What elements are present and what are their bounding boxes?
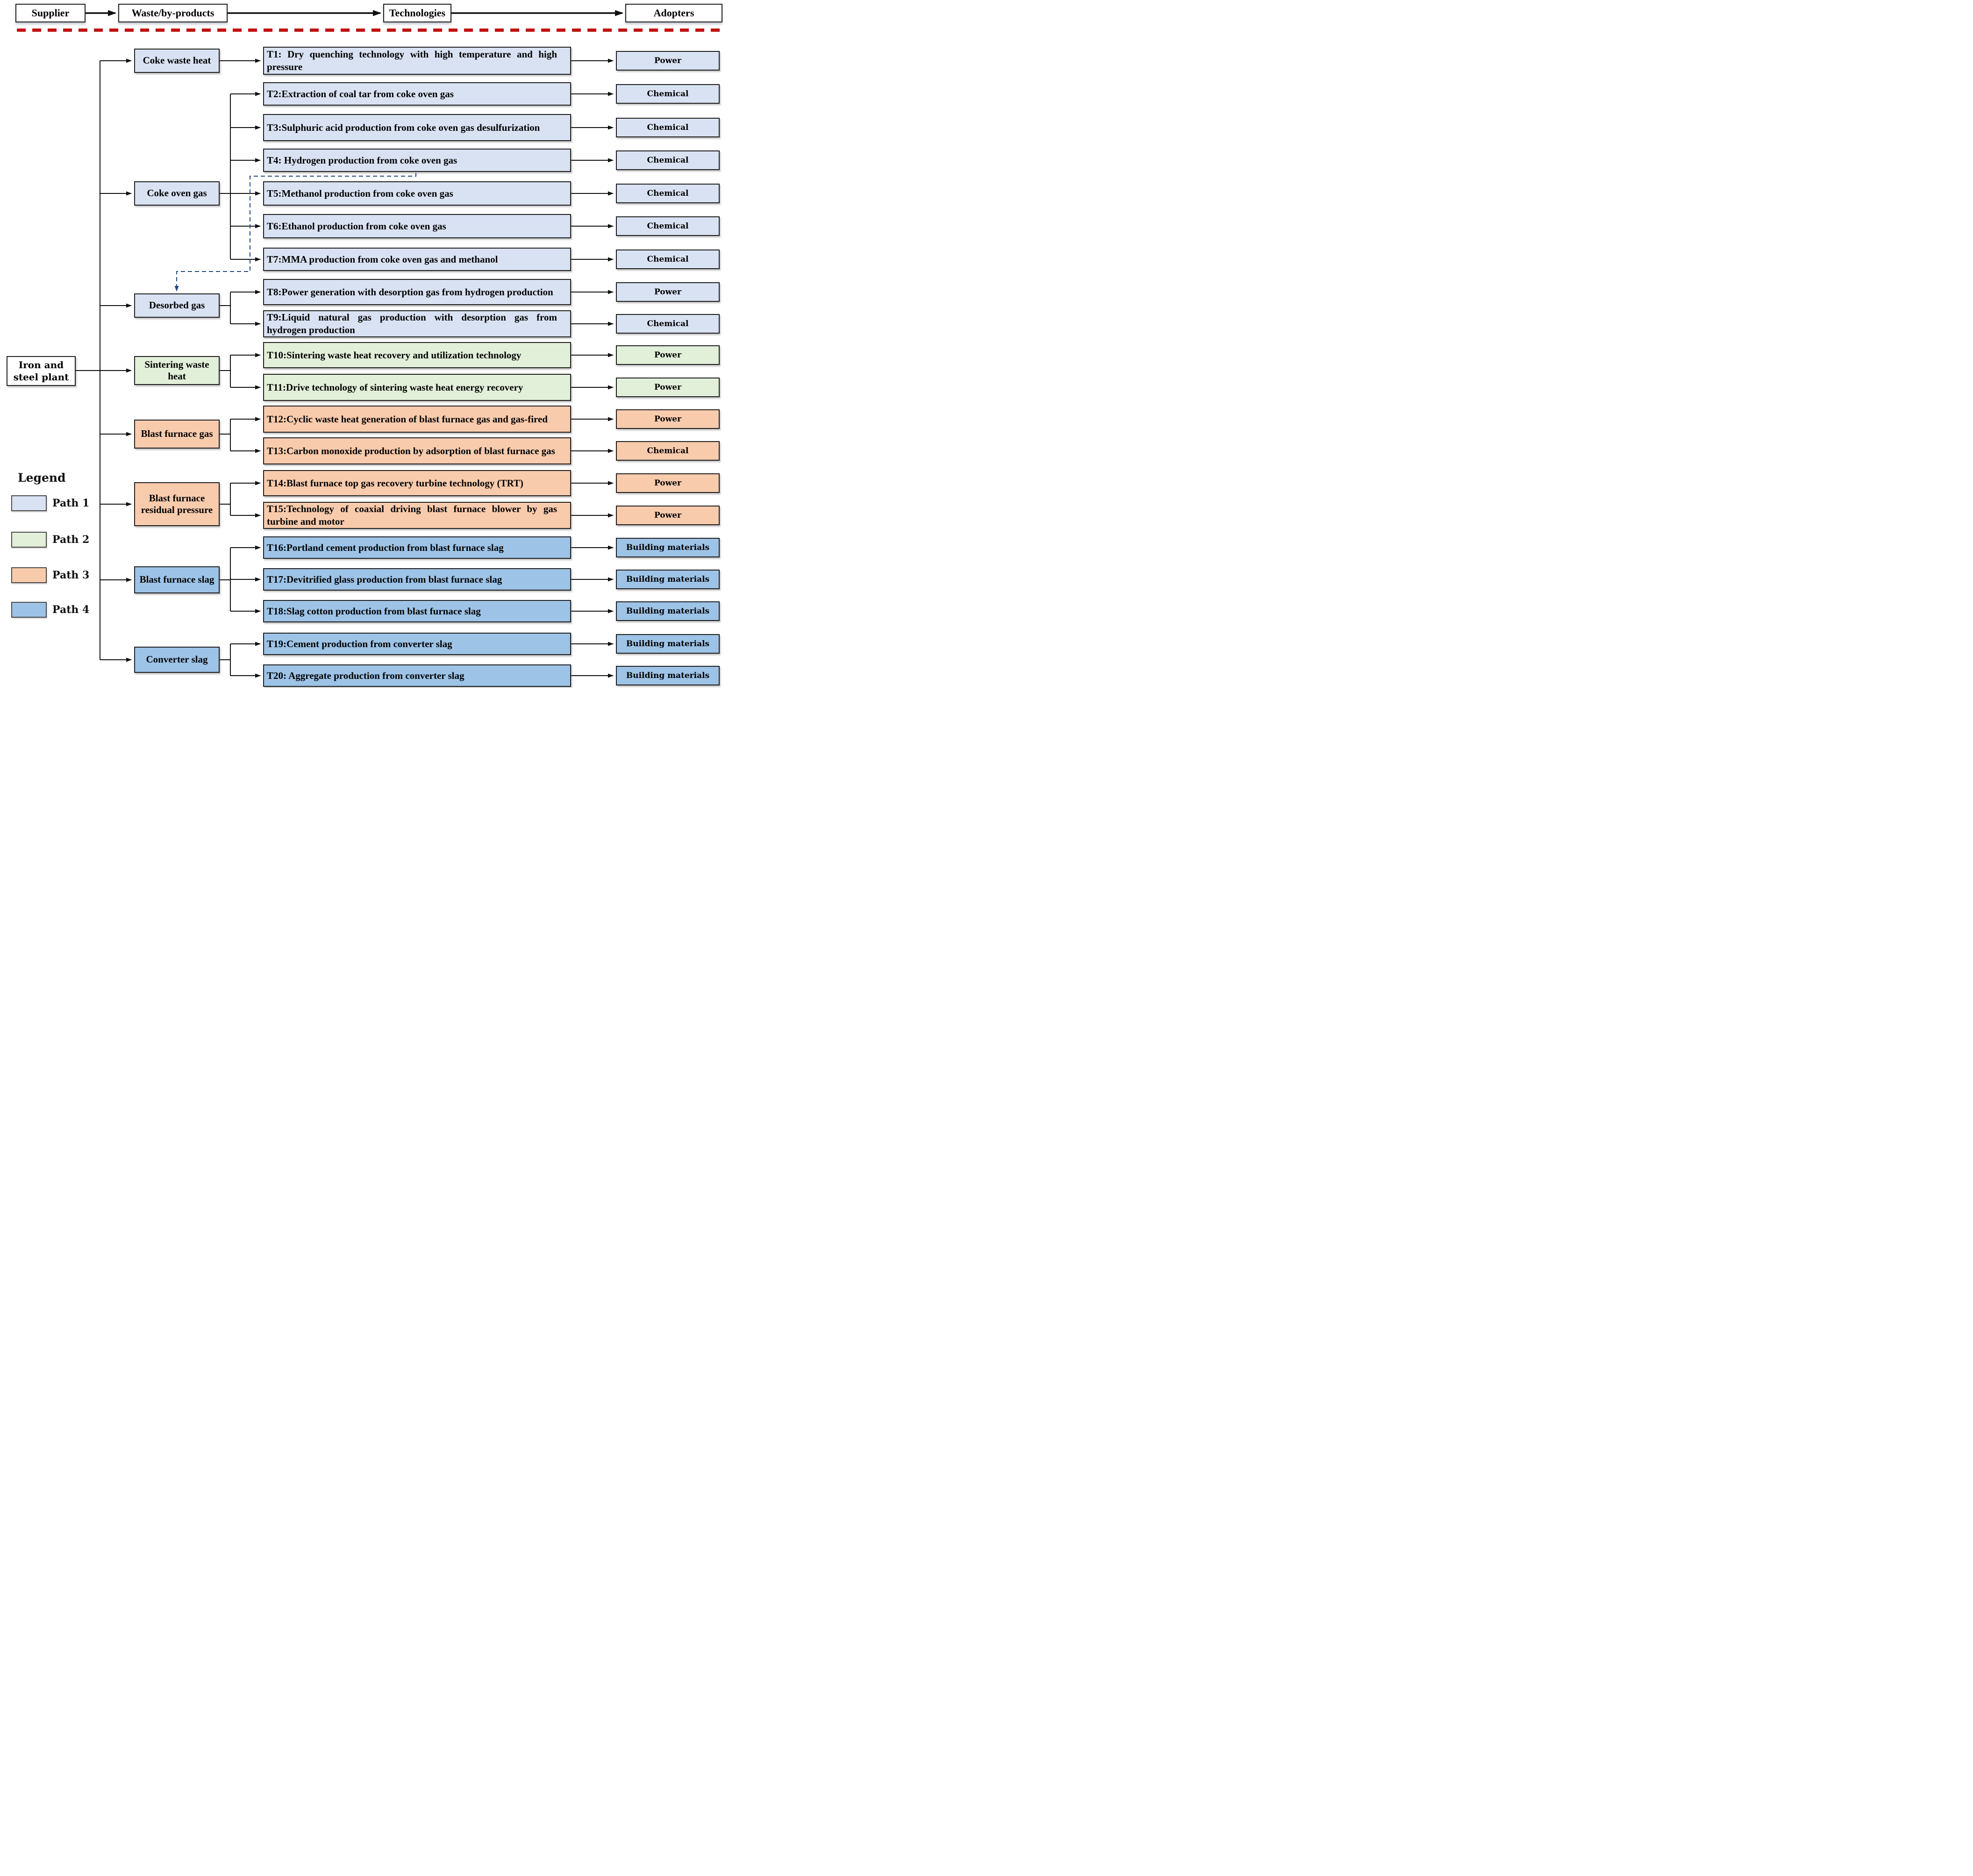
adopter-box-t1 (616, 51, 720, 71)
waste-box-blast-furnace-slag (134, 566, 220, 593)
tech-box-t13 (263, 437, 571, 464)
tech-box-t9 (263, 310, 571, 337)
tech-box-t6 (263, 214, 571, 238)
tech-box-t15 (263, 502, 571, 529)
legend-swatch-path-4 (11, 602, 47, 618)
waste-label: Converter slag (146, 654, 208, 665)
tech-label: T13:Carbon monoxide production by adsorption of blast furnace gas (267, 445, 555, 457)
waste-box-converter-slag (134, 647, 220, 673)
tech-label: T8:Power generation with desorption gas from hydrogen production (267, 286, 553, 298)
tech-label: T10:Sintering waste heat recovery and utilization technology (267, 349, 522, 361)
header-waste-label: Waste/by-products (131, 7, 214, 19)
tech-box-t8 (263, 279, 571, 305)
adopter-label: Chemical (647, 89, 689, 99)
header-supplier-label: Supplier (31, 7, 70, 19)
tech-label: T19:Cement production from converter slag (267, 638, 452, 649)
tech-box-t2 (263, 82, 571, 106)
legend-label-path-2: Path 2 (52, 534, 90, 546)
header-technologies-label: Technologies (389, 7, 446, 19)
adopter-box-t17 (616, 570, 720, 589)
adopter-box-t4 (616, 150, 720, 170)
waste-box-desorbed-gas (134, 293, 220, 318)
header-box-technologies (383, 4, 451, 22)
legend-swatch-path-2 (11, 532, 47, 548)
adopter-label: Power (654, 478, 682, 488)
tech-box-t3 (263, 114, 571, 141)
tech-box-t11 (263, 374, 571, 401)
adopter-box-t7 (616, 250, 720, 269)
tech-label: T2:Extraction of coal tar from coke oven gas (267, 88, 454, 100)
adopter-label: Building materials (626, 671, 710, 680)
adopter-label: Power (654, 350, 682, 360)
adopter-box-t16 (616, 538, 720, 557)
waste-label: Coke oven gas (147, 187, 207, 199)
recycling-paths-diagram (0, 0, 723, 688)
adopter-box-t13 (616, 441, 720, 461)
adopter-box-t19 (616, 634, 720, 654)
adopter-box-t2 (616, 84, 720, 104)
tech-label: T15:Technology of coaxial driving blast furnace blower by gas turbine and motor (267, 503, 557, 527)
adopter-box-t9 (616, 314, 720, 334)
adopter-box-t18 (616, 601, 720, 621)
tech-box-t18 (263, 600, 571, 622)
waste-box-sintering-waste-heat (134, 356, 220, 385)
waste-box-blast-furnace-residual-pressure (134, 482, 220, 526)
tech-label: T5:Methanol production from coke oven gas (267, 187, 453, 199)
adopter-label: Chemical (647, 189, 689, 198)
adopter-label: Building materials (626, 639, 710, 649)
tech-label: T9:Liquid natural gas production with desorption gas from hydrogen production (267, 312, 557, 335)
adopter-label: Power (654, 414, 682, 424)
tech-box-t12 (263, 406, 571, 433)
adopter-box-t20 (616, 666, 720, 685)
adopter-box-t11 (616, 378, 720, 397)
adopter-box-t12 (616, 409, 720, 429)
tech-box-t5 (263, 181, 571, 206)
legend-title: Legend (18, 471, 66, 485)
adopter-box-t5 (616, 184, 720, 203)
waste-box-coke-waste-heat (134, 49, 220, 73)
waste-label: Blast furnace residual pressure (141, 492, 213, 515)
legend-label-path-1: Path 1 (52, 497, 90, 509)
waste-label: Blast furnace slag (139, 574, 214, 585)
adopter-label: Power (654, 383, 682, 392)
source-box-iron-and-steel-plant (7, 356, 76, 386)
adopter-label: Power (654, 287, 682, 297)
header-box-waste-byproducts (118, 4, 228, 22)
legend-swatch-path-3 (11, 567, 47, 583)
adopter-box-t8 (616, 282, 720, 302)
tech-box-t1 (263, 47, 571, 75)
adopter-label: Power (654, 56, 682, 65)
adopter-label: Power (654, 511, 682, 520)
adopter-label: Chemical (647, 319, 689, 328)
tech-box-t10 (263, 342, 571, 368)
tech-label: T17:Devitrified glass production from blast furnace slag (267, 573, 502, 585)
tech-label: T3:Sulphuric acid production from coke oven gas desulfurization (267, 121, 540, 133)
legend-swatch-path-1 (11, 495, 47, 511)
adopter-label: Chemical (647, 123, 689, 132)
tech-label: T14:Blast furnace top gas recovery turbine technology (TRT) (267, 477, 523, 489)
tech-label: T1: Dry quenching technology with high temperature and high pressure (267, 49, 557, 72)
tech-box-t16 (263, 536, 571, 559)
legend-label-path-3: Path 3 (52, 569, 90, 581)
tech-label: T11:Drive technology of sintering waste heat energy recovery (267, 381, 523, 393)
waste-label: Blast furnace gas (141, 428, 213, 440)
red-dashed-divider (17, 29, 723, 32)
adopter-box-t14 (616, 473, 720, 493)
tech-box-t7 (263, 248, 571, 271)
tech-box-t20 (263, 664, 571, 687)
tech-label: T16:Portland cement production from blast furnace slag (267, 542, 504, 553)
tech-box-t4 (263, 149, 571, 172)
header-box-adopters (625, 4, 722, 22)
adopter-label: Chemical (647, 446, 689, 456)
header-box-supplier (15, 4, 86, 22)
tech-label: T7:MMA production from coke oven gas and methanol (267, 253, 498, 265)
waste-label: Coke waste heat (143, 55, 211, 66)
tech-label: T4: Hydrogen production from coke oven gas (267, 154, 458, 166)
tech-label: T18:Slag cotton production from blast furnace slag (267, 605, 481, 617)
waste-label: Sintering waste heat (144, 358, 209, 382)
adopter-label: Building materials (626, 606, 710, 616)
adopter-label: Chemical (647, 255, 689, 264)
header-adopters-label: Adopters (653, 7, 694, 19)
tech-box-t17 (263, 568, 571, 591)
adopter-box-t10 (616, 345, 720, 365)
waste-label: Desorbed gas (149, 300, 205, 311)
adopter-label: Building materials (626, 575, 710, 584)
adopter-box-t6 (616, 216, 720, 236)
legend-label-path-4: Path 4 (52, 604, 90, 616)
tech-box-t14 (263, 470, 571, 496)
waste-box-blast-furnace-gas (134, 420, 220, 449)
adopter-box-t15 (616, 506, 720, 525)
tech-label: T20: Aggregate production from converter slag (267, 670, 465, 681)
adopter-label: Building materials (626, 543, 710, 552)
tech-box-t19 (263, 633, 571, 655)
tech-label: T6:Ethanol production from coke oven gas (267, 220, 446, 232)
source-label: Iron and steel plant (13, 359, 69, 383)
adopter-label: Chemical (647, 156, 689, 165)
adopter-box-t3 (616, 118, 720, 137)
waste-box-coke-oven-gas (134, 181, 220, 206)
tech-label: T12:Cyclic waste heat generation of blast furnace gas and gas-fired (267, 413, 548, 425)
adopter-label: Chemical (647, 221, 689, 231)
